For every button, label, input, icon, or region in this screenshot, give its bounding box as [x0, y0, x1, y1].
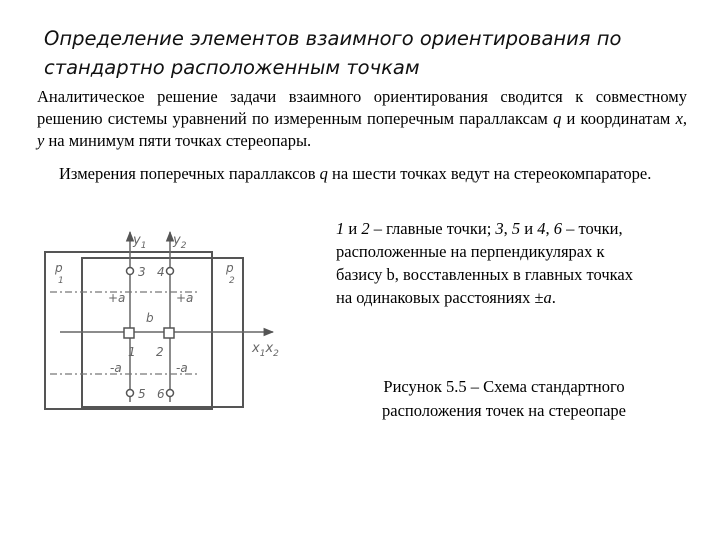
var-q-2: q [319, 164, 328, 183]
point-5-marker [127, 390, 134, 397]
point-ref-2: 2 [361, 219, 370, 238]
point-ref-1: 1 [336, 219, 345, 238]
point-1-marker [124, 328, 134, 338]
minus-a-left-label: -a [110, 361, 122, 375]
label-x2: x [265, 341, 274, 356]
point-6-label: 6 [157, 387, 165, 401]
var-q: q [553, 109, 562, 128]
point-2-label: 2 [156, 345, 164, 359]
desc-text: и [520, 219, 538, 238]
base-b-label: b [146, 311, 154, 325]
slide-title: Определение элементов взаимного ориентирования по стандартно расположенным точкам [44, 27, 622, 79]
label-p2-sub: 2 [229, 276, 235, 286]
point-ref-4: 4 [537, 219, 546, 238]
label-p1-sub: 1 [58, 276, 64, 286]
desc-text: , [545, 219, 554, 238]
para2-text-a: Измерения поперечных параллаксов [59, 164, 320, 183]
svg-text:y2 [172, 233, 187, 251]
para1-text-a: Аналитическое решение задачи взаимного ориентирования сводится к совместному решению системы уравнений по измеренным поперечным параллаксам [37, 87, 687, 128]
point-6-marker [167, 390, 174, 397]
label-x1-sub: 1 [259, 349, 266, 359]
desc-text: – главные точки; [369, 219, 496, 238]
desc-text: . [551, 288, 556, 307]
caption-line-1: Рисунок 5.5 – Схема стандартного [383, 377, 625, 396]
label-p2: p [226, 261, 234, 275]
point-ref-5: 5 [511, 219, 521, 238]
svg-text:y1 [132, 233, 146, 251]
label-y1-sub: 1 [140, 241, 147, 251]
var-x: x [675, 109, 683, 128]
para1-text-c: на минимум пяти точках стереопары. [44, 131, 312, 150]
point-2-marker [164, 328, 174, 338]
para2-text-b: на шести точках ведут на стереокомпараторе. [327, 164, 652, 183]
label-y2: y [173, 233, 181, 248]
caption-line-2: расположения точек на стереопаре [382, 401, 626, 420]
var-y: y [37, 131, 45, 150]
plus-a-left-label: +a [108, 291, 126, 305]
point-3-label: 3 [138, 265, 146, 279]
minus-a-right-label: -a [176, 361, 188, 375]
desc-text: и [344, 219, 362, 238]
point-4-label: 4 [157, 265, 165, 279]
label-y1: y [133, 233, 141, 248]
svg-text:x1x2 [251, 341, 279, 359]
var-a: a [543, 288, 552, 307]
point-4-marker [167, 268, 174, 275]
desc-text: – точки, расположенные на перпендикулярах к базису b, восставленных в главных точках на одинаковых расстояниях ± [336, 219, 633, 307]
svg-text:p1 [54, 261, 64, 286]
point-3-marker [127, 268, 134, 275]
point-5-label: 5 [138, 387, 146, 401]
plus-a-right-label: +a [176, 291, 194, 305]
label-y2-sub: 2 [180, 241, 187, 251]
label-x2-sub: 2 [273, 349, 279, 359]
point-ref-6: 6 [553, 219, 562, 238]
para1-comma: , [682, 109, 688, 128]
label-p1: p [55, 261, 63, 275]
point-ref-3: 3 [495, 219, 504, 238]
point-1-label: 1 [128, 345, 136, 359]
svg-text:p2 [225, 261, 235, 286]
para1-text-b: и координатам [561, 109, 676, 128]
desc-text: , [503, 219, 512, 238]
label-x1: x [252, 341, 260, 356]
